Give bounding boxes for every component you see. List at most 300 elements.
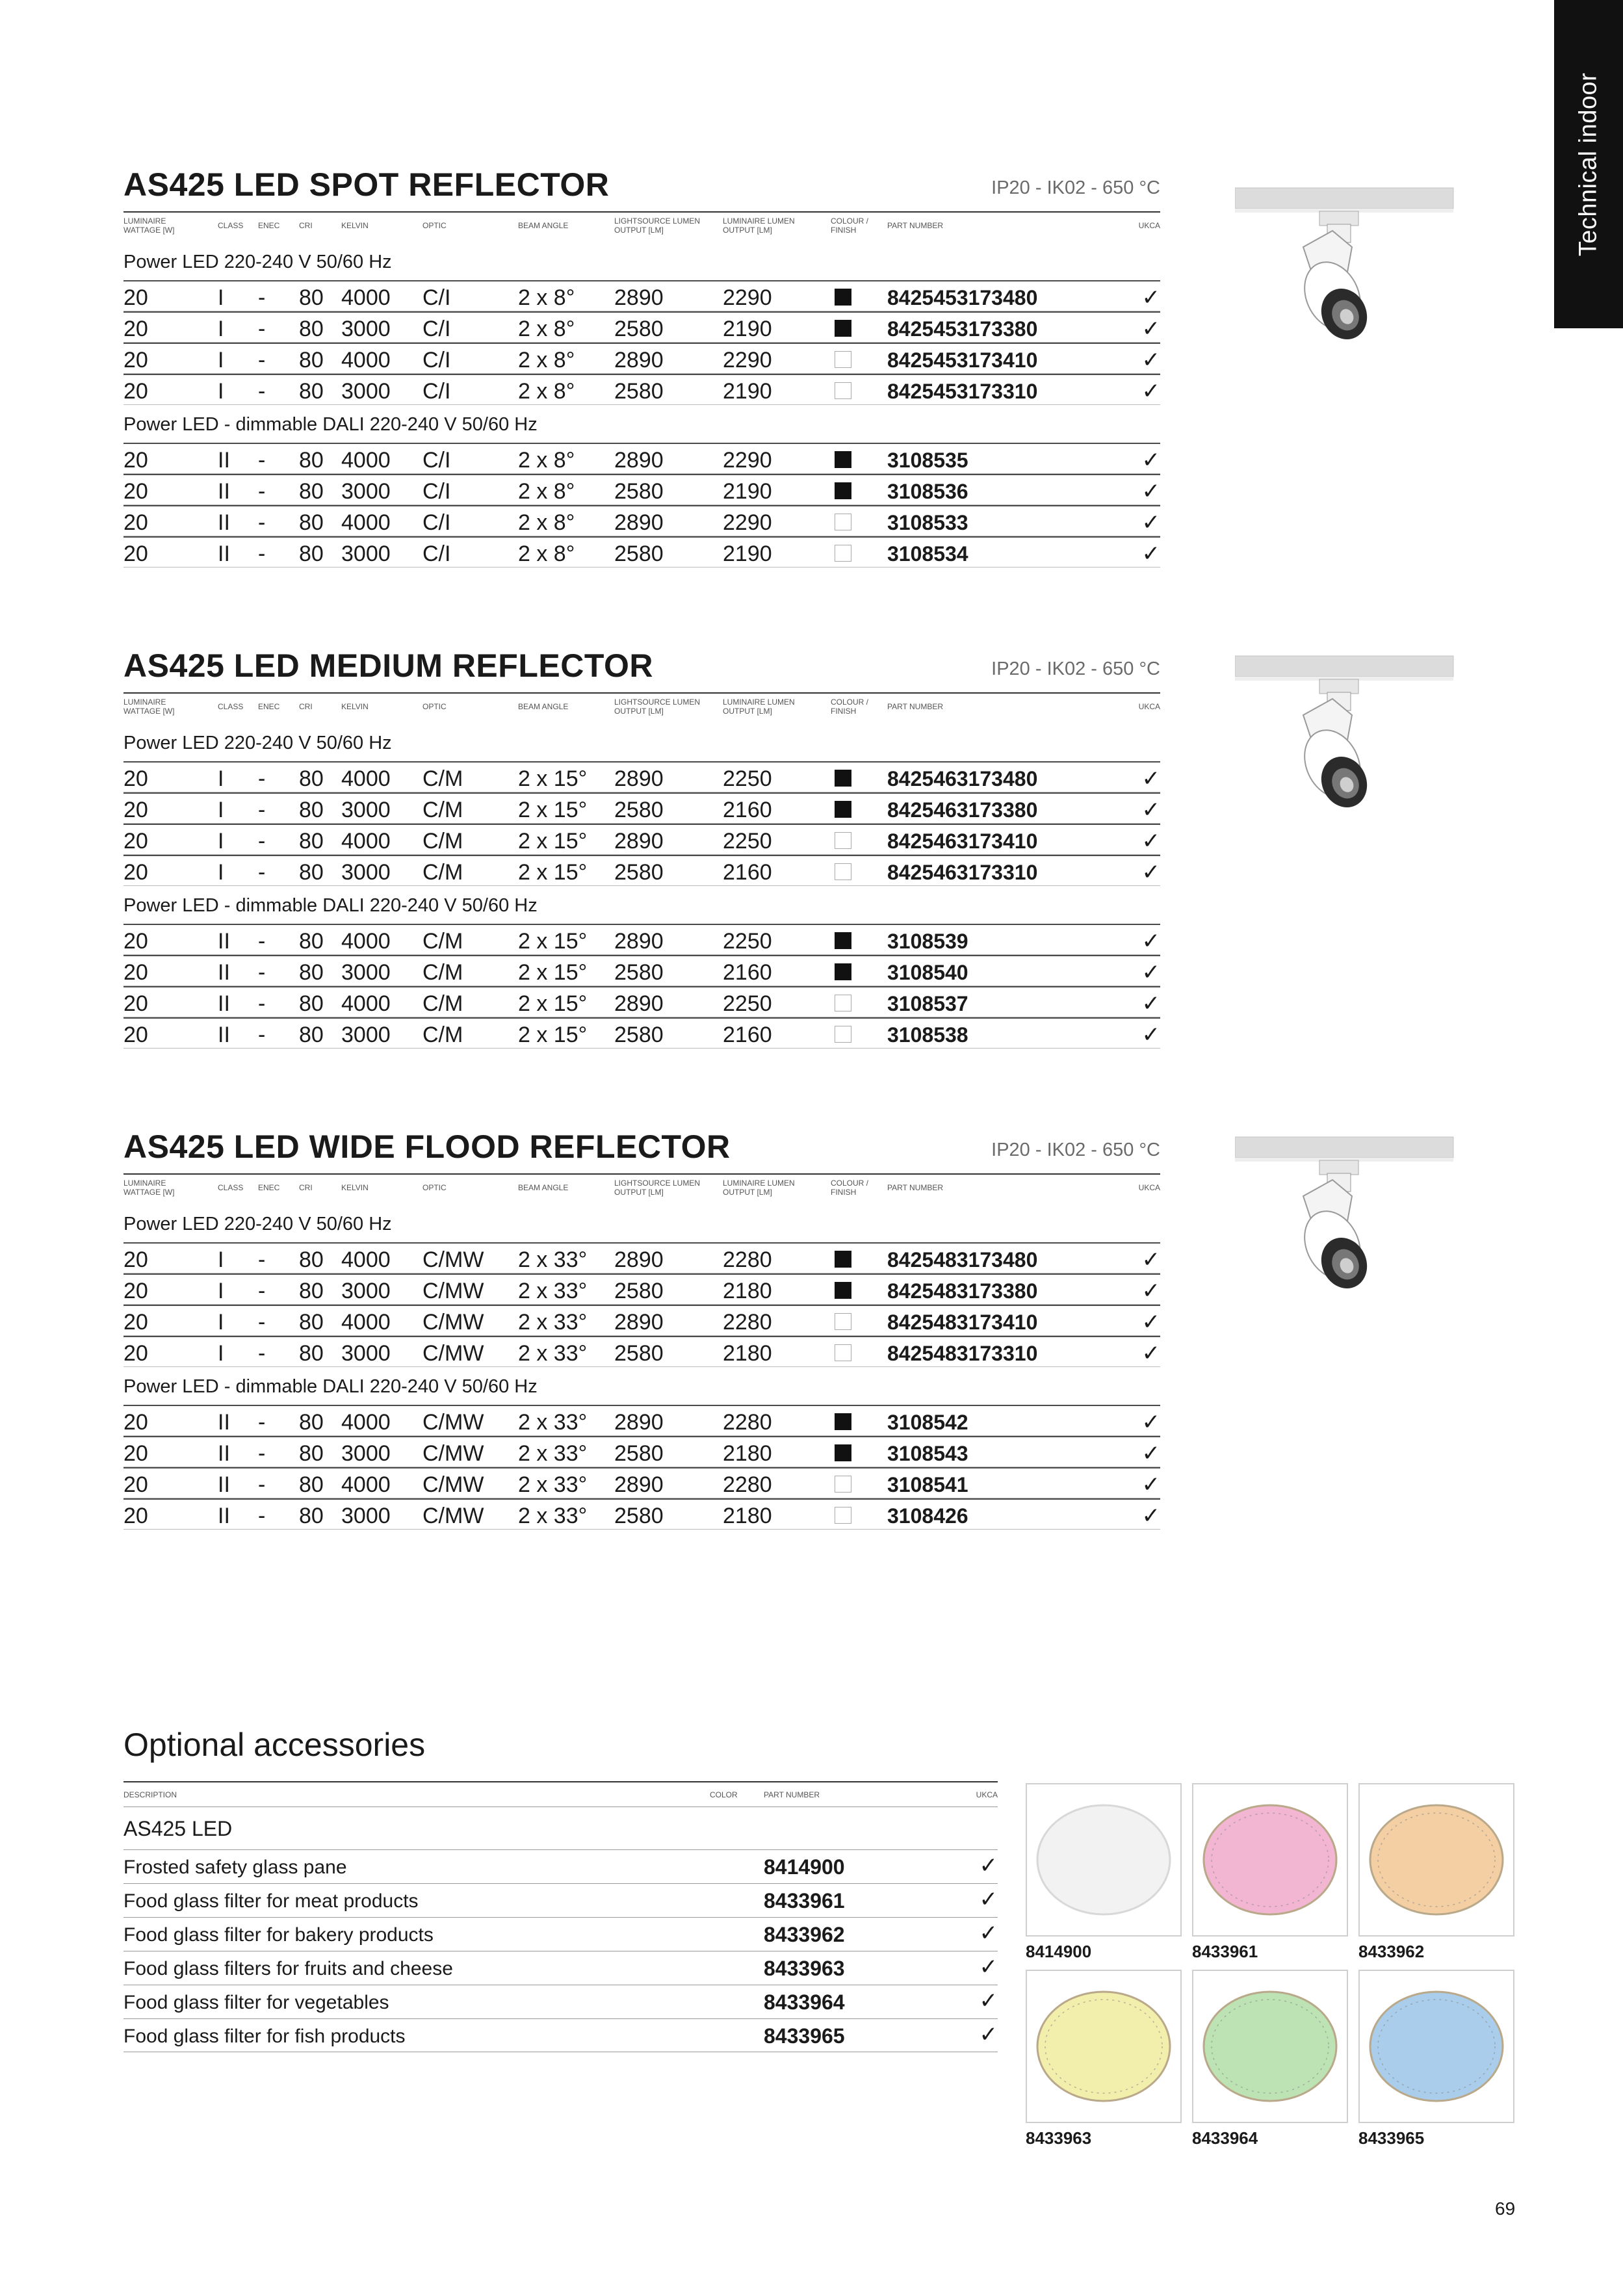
cell-optic: C/M (422, 766, 463, 791)
column-header (123, 211, 1160, 240)
cell-enec: - (258, 766, 266, 791)
header-ukca: UKCA (1138, 1183, 1160, 1192)
cell-cls: I (218, 1247, 224, 1272)
ukca-check-icon: ✓ (1141, 1441, 1160, 1466)
header-line: LUMINAIRE LUMEN (723, 216, 795, 226)
cell-cls: II (218, 1504, 230, 1528)
header-line: OUTPUT [LM] (614, 226, 664, 235)
header-part: PART NUMBER (887, 702, 944, 711)
ip-rating: IP20 - IK02 - 650 °C (991, 177, 1160, 198)
cell-beam: 2 x 15° (518, 860, 588, 885)
group-label: Power LED - dimmable DALI 220-240 V 50/60 Hz (123, 1376, 538, 1397)
cell-optic: C/MW (422, 1279, 484, 1303)
filter-glass-image (1026, 1970, 1182, 2123)
header-enec: ENEC (258, 221, 280, 230)
header-line: LUMINAIRE (123, 1179, 166, 1188)
cell-beam: 2 x 15° (518, 829, 588, 854)
group-label: Power LED - dimmable DALI 220-240 V 50/60 Hz (123, 895, 538, 916)
cell-w: 20 (123, 766, 148, 791)
cell-cls: II (218, 510, 230, 535)
header-line: LUMINAIRE (123, 698, 166, 707)
cell-k: 4000 (341, 1247, 391, 1272)
table-row (123, 761, 1160, 792)
cell-part: 8425483173380 (887, 1279, 1038, 1303)
cell-part: 3108543 (887, 1442, 968, 1465)
cell-lum: 2250 (723, 766, 772, 791)
white-finish-swatch (835, 545, 851, 562)
cell-w: 20 (123, 1023, 148, 1047)
cell-beam: 2 x 8° (518, 479, 575, 504)
ukca-check-icon: ✓ (1141, 379, 1160, 404)
cell-enec: - (258, 960, 266, 985)
section-title: AS425 LED MEDIUM REFLECTOR (123, 647, 653, 684)
cell-lum: 2290 (723, 348, 772, 372)
spot-luminaire-image (1235, 185, 1456, 380)
ukca-check-icon: ✓ (1141, 448, 1160, 473)
cell-lum: 2160 (723, 1023, 772, 1047)
cell-k: 3000 (341, 860, 391, 885)
table-row (123, 505, 1160, 536)
accessories-header (123, 1781, 998, 1807)
cell-part: 8425453173310 (887, 380, 1038, 403)
header-ukca: UKCA (1138, 221, 1160, 230)
ukca-check-icon: ✓ (979, 1921, 998, 1946)
cell-cri: 80 (299, 991, 324, 1016)
black-finish-swatch (835, 1413, 851, 1430)
accessory-part-number: 8433963 (764, 1957, 845, 1980)
accessory-part-number: 8433961 (764, 1889, 845, 1912)
table-row (123, 1242, 1160, 1273)
group-label: Power LED 220-240 V 50/60 Hz (123, 1214, 392, 1234)
ukca-check-icon: ✓ (1141, 1310, 1160, 1335)
cell-cri: 80 (299, 1341, 324, 1366)
black-finish-swatch (835, 1251, 851, 1268)
cell-ls: 2890 (614, 348, 664, 372)
cell-cri: 80 (299, 348, 324, 372)
cell-w: 20 (123, 1441, 148, 1466)
cell-k: 4000 (341, 766, 391, 791)
cell-part: 8425483173310 (887, 1342, 1038, 1365)
cell-enec: - (258, 479, 266, 504)
ukca-check-icon: ✓ (1141, 541, 1160, 566)
cell-enec: - (258, 991, 266, 1016)
cell-ls: 2890 (614, 929, 664, 954)
cell-k: 4000 (341, 929, 391, 954)
ukca-check-icon: ✓ (1141, 829, 1160, 854)
cell-k: 4000 (341, 1410, 391, 1435)
accessory-part-number: 8414900 (764, 1855, 845, 1879)
ukca-check-icon: ✓ (1141, 1279, 1160, 1303)
cell-lum: 2250 (723, 929, 772, 954)
ukca-check-icon: ✓ (1141, 348, 1160, 372)
cell-k: 3000 (341, 960, 391, 985)
cell-lum: 2250 (723, 991, 772, 1016)
ukca-check-icon: ✓ (1141, 479, 1160, 504)
spot-luminaire-image (1235, 653, 1456, 848)
cell-enec: - (258, 348, 266, 372)
white-finish-swatch (835, 1313, 851, 1330)
cell-w: 20 (123, 317, 148, 341)
cell-k: 3000 (341, 317, 391, 341)
table-row (123, 1405, 1160, 1436)
cell-part: 3108535 (887, 449, 968, 472)
cell-beam: 2 x 8° (518, 510, 575, 535)
header-beam: BEAM ANGLE (518, 1183, 569, 1192)
cell-optic: C/I (422, 317, 451, 341)
white-finish-swatch (835, 1507, 851, 1524)
header-line: WATTAGE [W] (123, 226, 175, 235)
cell-w: 20 (123, 1504, 148, 1528)
cell-k: 4000 (341, 1472, 391, 1497)
cell-ls: 2890 (614, 766, 664, 791)
accessory-description: Food glass filter for meat products (123, 1890, 419, 1912)
black-finish-swatch (835, 801, 851, 818)
ukca-check-icon: ✓ (1141, 317, 1160, 341)
accessory-row (123, 2018, 998, 2052)
filter-glass-image (1192, 1970, 1348, 2123)
header-description: DESCRIPTION (123, 1790, 177, 1799)
cell-lum: 2160 (723, 960, 772, 985)
ukca-check-icon: ✓ (979, 2022, 998, 2047)
filter-glass-image (1358, 1970, 1514, 2123)
section-title: AS425 LED SPOT REFLECTOR (123, 166, 610, 203)
cell-optic: C/M (422, 829, 463, 854)
cell-w: 20 (123, 448, 148, 473)
cell-ls: 2890 (614, 1247, 664, 1272)
header-wattage (123, 698, 174, 716)
header-class: CLASS (218, 221, 244, 230)
cell-cls: II (218, 1472, 230, 1497)
cell-w: 20 (123, 541, 148, 566)
cell-lum: 2280 (723, 1410, 772, 1435)
black-finish-swatch (835, 770, 851, 787)
cell-ls: 2890 (614, 448, 664, 473)
cell-w: 20 (123, 379, 148, 404)
white-finish-swatch (835, 1026, 851, 1043)
cell-cls: I (218, 1279, 224, 1303)
filter-part-label: 8414900 (1026, 1942, 1092, 1961)
accessory-part-number: 8433965 (764, 2024, 845, 2048)
cell-lum: 2290 (723, 510, 772, 535)
cell-cls: II (218, 479, 230, 504)
cell-optic: C/I (422, 479, 451, 504)
table-row (123, 443, 1160, 474)
header-part-number: PART NUMBER (764, 1790, 820, 1799)
table-row (123, 536, 1160, 567)
cell-part: 8425463173480 (887, 767, 1038, 790)
table-row (123, 955, 1160, 986)
cell-optic: C/I (422, 510, 451, 535)
header-line: LIGHTSOURCE LUMEN (614, 216, 701, 226)
cell-optic: C/I (422, 285, 451, 310)
cell-optic: C/MW (422, 1247, 484, 1272)
header-optic: OPTIC (422, 221, 447, 230)
accessory-row (123, 1849, 998, 1883)
cell-enec: - (258, 929, 266, 954)
cell-optic: C/I (422, 379, 451, 404)
ukca-check-icon: ✓ (1141, 1023, 1160, 1047)
cell-k: 3000 (341, 541, 391, 566)
header-class: CLASS (218, 1183, 244, 1192)
ukca-check-icon: ✓ (979, 1853, 998, 1878)
cell-cri: 80 (299, 379, 324, 404)
group-label: Power LED 220-240 V 50/60 Hz (123, 733, 392, 753)
table-row (123, 1498, 1160, 1530)
black-finish-swatch (835, 320, 851, 337)
black-finish-swatch (835, 482, 851, 499)
cell-k: 4000 (341, 829, 391, 854)
ukca-check-icon: ✓ (979, 1887, 998, 1912)
cell-enec: - (258, 541, 266, 566)
product-section (123, 1128, 1160, 1544)
cell-enec: - (258, 317, 266, 341)
cell-lum: 2290 (723, 285, 772, 310)
cell-lum: 2190 (723, 379, 772, 404)
ukca-check-icon: ✓ (1141, 991, 1160, 1016)
filter-part-label: 8433964 (1192, 2128, 1258, 2148)
cell-cri: 80 (299, 1441, 324, 1466)
header-line: LUMINAIRE (123, 216, 166, 226)
cell-lum: 2290 (723, 448, 772, 473)
cell-optic: C/M (422, 1023, 463, 1047)
cell-optic: C/MW (422, 1410, 484, 1435)
accessories-title: Optional accessories (123, 1727, 426, 1763)
cell-ls: 2890 (614, 1410, 664, 1435)
header-optic: OPTIC (422, 1183, 447, 1192)
cell-lum: 2250 (723, 829, 772, 854)
cell-beam: 2 x 8° (518, 285, 575, 310)
white-finish-swatch (835, 1344, 851, 1361)
cell-w: 20 (123, 1279, 148, 1303)
table-row (123, 474, 1160, 505)
cell-cls: II (218, 1410, 230, 1435)
header-cri: CRI (299, 702, 313, 711)
header-part: PART NUMBER (887, 1183, 944, 1192)
cell-beam: 2 x 33° (518, 1441, 588, 1466)
cell-w: 20 (123, 1472, 148, 1497)
cell-cri: 80 (299, 1310, 324, 1335)
white-finish-swatch (835, 382, 851, 399)
accessory-row (123, 1951, 998, 1985)
header-line: WATTAGE [W] (123, 1188, 175, 1197)
cell-lum: 2190 (723, 479, 772, 504)
cell-cls: II (218, 929, 230, 954)
cell-cri: 80 (299, 1472, 324, 1497)
filter-glass-image (1358, 1783, 1514, 1937)
cell-beam: 2 x 33° (518, 1504, 588, 1528)
table-row (123, 924, 1160, 955)
cell-k: 3000 (341, 1441, 391, 1466)
black-finish-swatch (835, 451, 851, 468)
ukca-check-icon: ✓ (1141, 766, 1160, 791)
header-ukca: UKCA (976, 1790, 998, 1799)
cell-cls: I (218, 860, 224, 885)
cell-k: 4000 (341, 1310, 391, 1335)
cell-lum: 2180 (723, 1441, 772, 1466)
cell-optic: C/MW (422, 1504, 484, 1528)
black-finish-swatch (835, 963, 851, 980)
cell-enec: - (258, 829, 266, 854)
cell-k: 4000 (341, 510, 391, 535)
ukca-check-icon: ✓ (1141, 1472, 1160, 1497)
cell-cls: I (218, 348, 224, 372)
table-row (123, 824, 1160, 855)
cell-ls: 2890 (614, 510, 664, 535)
ukca-check-icon: ✓ (1141, 929, 1160, 954)
page-number: 69 (1495, 2198, 1516, 2219)
cell-cls: II (218, 541, 230, 566)
header-line: OUTPUT [LM] (614, 707, 664, 716)
accessory-row (123, 1985, 998, 2018)
accessory-description: Food glass filter for bakery products (123, 1924, 434, 1946)
table-row (123, 343, 1160, 374)
cell-beam: 2 x 15° (518, 991, 588, 1016)
header-ls-lumen (614, 216, 700, 235)
cell-part: 3108542 (887, 1411, 968, 1434)
cell-optic: C/M (422, 798, 463, 822)
cell-beam: 2 x 8° (518, 541, 575, 566)
cell-ls: 2580 (614, 1504, 664, 1528)
ip-rating: IP20 - IK02 - 650 °C (991, 1140, 1160, 1160)
cell-k: 3000 (341, 479, 391, 504)
cell-w: 20 (123, 860, 148, 885)
cell-beam: 2 x 15° (518, 960, 588, 985)
cell-lum: 2190 (723, 541, 772, 566)
cell-cri: 80 (299, 766, 324, 791)
cell-beam: 2 x 15° (518, 766, 588, 791)
ukca-check-icon: ✓ (1141, 285, 1160, 310)
cell-part: 3108537 (887, 992, 968, 1015)
cell-beam: 2 x 33° (518, 1410, 588, 1435)
cell-part: 8425483173410 (887, 1311, 1038, 1334)
black-finish-swatch (835, 1282, 851, 1299)
cell-k: 4000 (341, 448, 391, 473)
cell-cri: 80 (299, 479, 324, 504)
cell-enec: - (258, 1023, 266, 1047)
cell-w: 20 (123, 1341, 148, 1366)
cell-w: 20 (123, 798, 148, 822)
white-finish-swatch (835, 514, 851, 530)
white-finish-swatch (835, 832, 851, 849)
accessory-description: Frosted safety glass pane (123, 1857, 347, 1878)
cell-k: 3000 (341, 798, 391, 822)
filter-part-label: 8433962 (1358, 1942, 1425, 1961)
cell-ls: 2890 (614, 829, 664, 854)
cell-ls: 2580 (614, 1341, 664, 1366)
black-finish-swatch (835, 289, 851, 306)
header-beam: BEAM ANGLE (518, 221, 569, 230)
group-label: Power LED 220-240 V 50/60 Hz (123, 252, 392, 272)
white-finish-swatch (835, 1476, 851, 1493)
cell-ls: 2580 (614, 1279, 664, 1303)
accessory-part-number: 8433964 (764, 1990, 845, 2014)
cell-optic: C/M (422, 860, 463, 885)
cell-beam: 2 x 15° (518, 929, 588, 954)
black-finish-swatch (835, 932, 851, 949)
cell-enec: - (258, 1441, 266, 1466)
header-colour (831, 216, 868, 235)
cell-enec: - (258, 285, 266, 310)
cell-part: 8425453173410 (887, 348, 1038, 372)
cell-lum: 2180 (723, 1341, 772, 1366)
cell-part: 3108538 (887, 1023, 968, 1047)
header-lum-lumen (723, 216, 795, 235)
filter-part-label: 8433963 (1026, 2128, 1092, 2148)
cell-lum: 2160 (723, 798, 772, 822)
cell-k: 4000 (341, 285, 391, 310)
header-line: WATTAGE [W] (123, 707, 175, 716)
cell-ls: 2890 (614, 991, 664, 1016)
table-row (123, 1467, 1160, 1498)
cell-cri: 80 (299, 1279, 324, 1303)
cell-cls: I (218, 317, 224, 341)
cell-cls: II (218, 960, 230, 985)
cell-w: 20 (123, 1310, 148, 1335)
cell-enec: - (258, 1310, 266, 1335)
cell-ls: 2890 (614, 1472, 664, 1497)
header-class: CLASS (218, 702, 244, 711)
cell-cri: 80 (299, 929, 324, 954)
header-enec: ENEC (258, 702, 280, 711)
cell-ls: 2890 (614, 1310, 664, 1335)
cell-enec: - (258, 1472, 266, 1497)
table-row (123, 1336, 1160, 1367)
header-line: FINISH (831, 226, 857, 235)
table-row (123, 311, 1160, 343)
accessory-part-number: 8433962 (764, 1923, 845, 1946)
cell-cls: I (218, 798, 224, 822)
ukca-check-icon: ✓ (1141, 798, 1160, 822)
table-row (123, 792, 1160, 824)
ukca-check-icon: ✓ (1141, 510, 1160, 535)
cell-part: 3108539 (887, 930, 968, 953)
cell-part: 3108426 (887, 1504, 968, 1528)
cell-cri: 80 (299, 317, 324, 341)
cell-optic: C/M (422, 991, 463, 1016)
cell-enec: - (258, 798, 266, 822)
cell-beam: 2 x 33° (518, 1341, 588, 1366)
header-part: PART NUMBER (887, 221, 944, 230)
cell-optic: C/I (422, 541, 451, 566)
cell-cri: 80 (299, 960, 324, 985)
cell-cls: I (218, 379, 224, 404)
cell-w: 20 (123, 829, 148, 854)
cell-cri: 80 (299, 448, 324, 473)
header-lum-lumen (723, 1179, 795, 1197)
cell-k: 4000 (341, 991, 391, 1016)
table-row (123, 374, 1160, 405)
cell-beam: 2 x 33° (518, 1310, 588, 1335)
cell-lum: 2190 (723, 317, 772, 341)
white-finish-swatch (835, 863, 851, 880)
ukca-check-icon: ✓ (1141, 860, 1160, 885)
accessories-subtitle: AS425 LED (123, 1817, 233, 1840)
filter-glass-image (1026, 1783, 1182, 1937)
cell-cls: II (218, 448, 230, 473)
cell-lum: 2280 (723, 1247, 772, 1272)
cell-cri: 80 (299, 829, 324, 854)
cell-optic: C/I (422, 348, 451, 372)
cell-w: 20 (123, 285, 148, 310)
group-label: Power LED - dimmable DALI 220-240 V 50/60 Hz (123, 414, 538, 435)
white-finish-swatch (835, 351, 851, 368)
table-row (123, 1017, 1160, 1049)
column-header (123, 1173, 1160, 1202)
header-line: COLOUR / (831, 1179, 869, 1188)
cell-cls: I (218, 285, 224, 310)
spot-luminaire-image (1235, 1134, 1456, 1329)
cell-optic: C/MW (422, 1441, 484, 1466)
